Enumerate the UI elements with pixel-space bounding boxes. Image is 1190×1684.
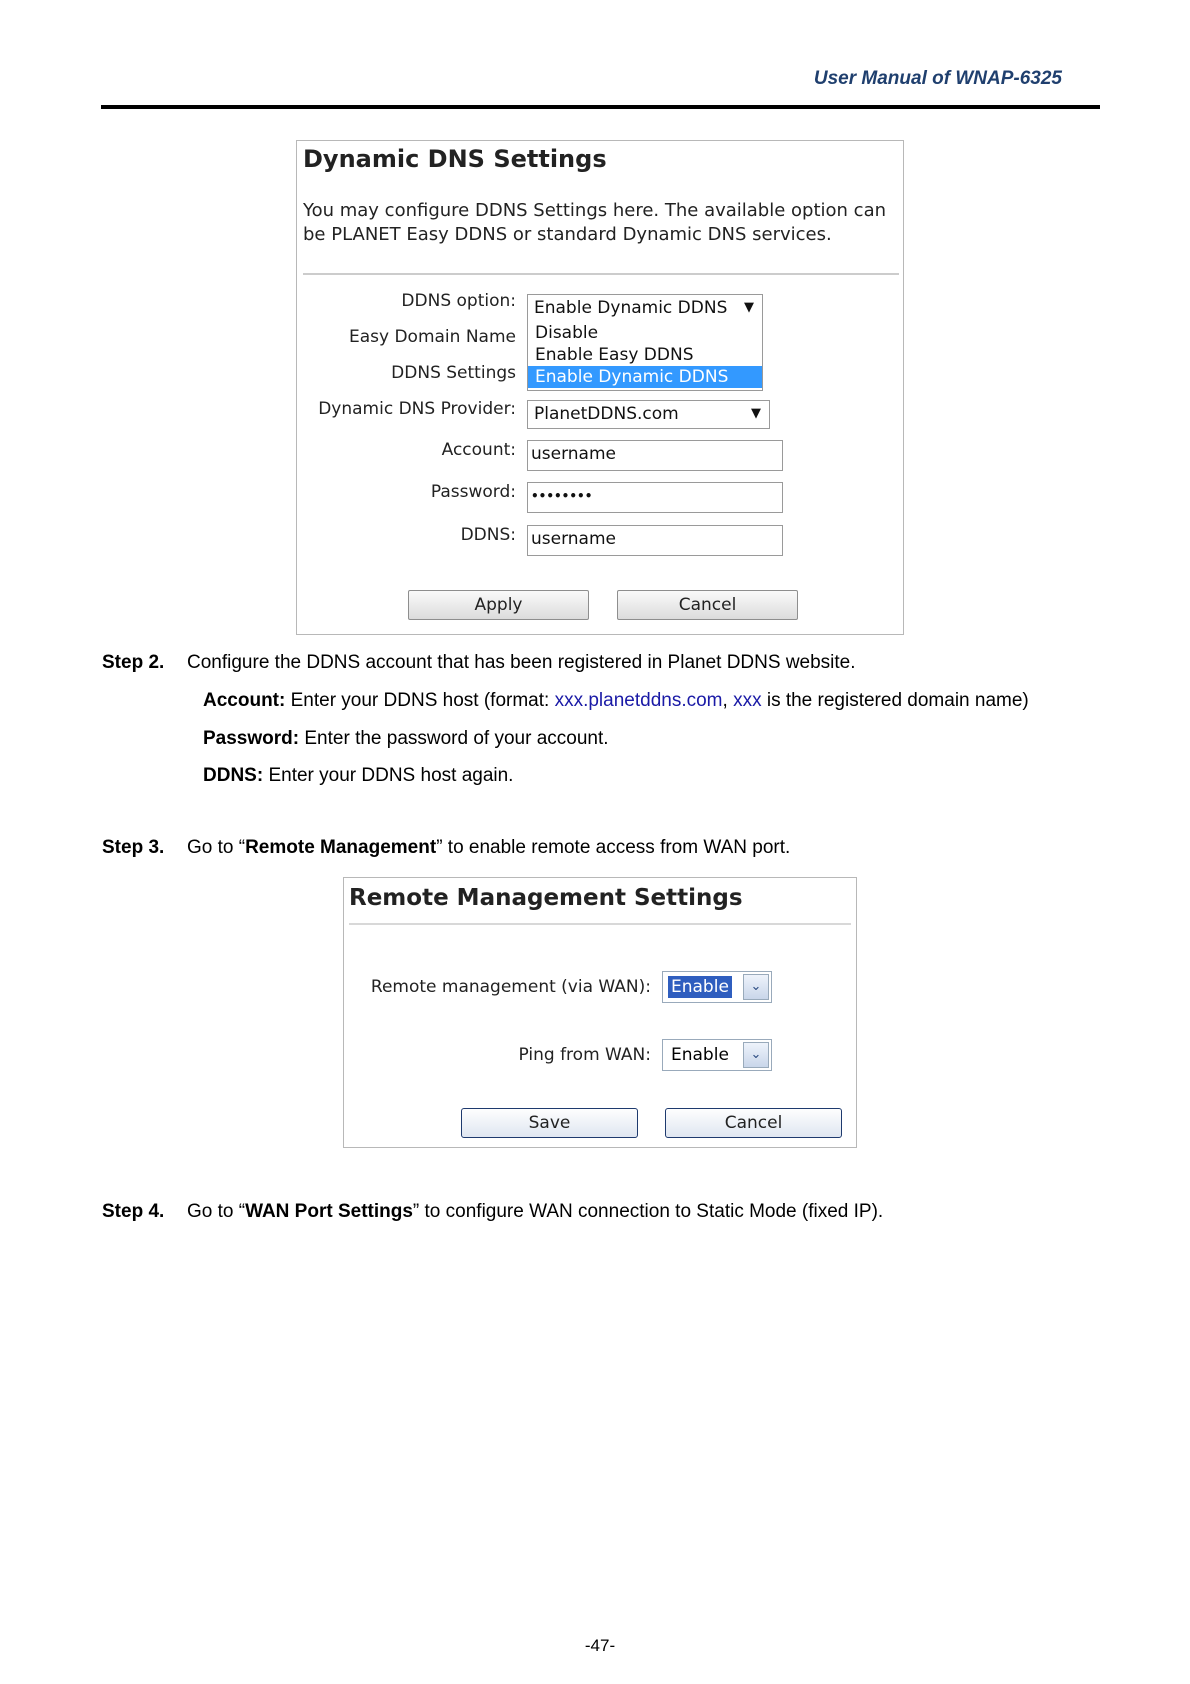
step3-line: [102, 836, 791, 860]
ddns-panel-title: Dynamic DNS Settings: [303, 145, 607, 173]
step3-bold: Remote Management: [245, 837, 437, 858]
password-input[interactable]: ••••••••: [527, 482, 783, 513]
provider-select[interactable]: [527, 400, 770, 429]
account-text-a: Enter your DDNS host (format:: [285, 690, 555, 711]
step4-text: [187, 1200, 883, 1224]
password-label: Password:: [430, 482, 516, 502]
step2-account-line: [203, 689, 1029, 713]
remote-management-label: Remote management (via WAN):: [370, 977, 651, 997]
step2-line: [102, 651, 856, 675]
ddns-term: DDNS:: [203, 765, 264, 786]
remote-management-screenshot: [343, 877, 857, 1148]
provider-value: PlanetDDNS.com: [534, 404, 679, 424]
ddns-label: DDNS:: [460, 525, 516, 545]
save-button[interactable]: Save: [461, 1108, 638, 1138]
ddns-settings-label: DDNS Settings: [391, 363, 516, 383]
account-label: Account:: [441, 440, 516, 460]
ddns-text: Enter your DDNS host again.: [263, 765, 514, 786]
password-term: Password:: [203, 728, 300, 749]
step2-label: Step 2.: [102, 652, 165, 673]
account-xxx-link[interactable]: xxx: [733, 690, 762, 711]
account-text-c: is the registered domain name): [761, 690, 1029, 711]
step3-text-b: ” to enable remote access from WAN port.: [436, 837, 791, 858]
ping-from-wan-label: Ping from WAN:: [518, 1045, 651, 1065]
step2-text: Configure the DDNS account that has been registered in Planet DDNS website.: [187, 652, 856, 673]
account-term: Account:: [203, 690, 286, 711]
ddns-option-label: DDNS option:: [401, 291, 516, 311]
ddns-panel-description: You may configure DDNS Settings here. The available option can be PLANET Easy DDNS or standard Dynamic DNS services.: [303, 200, 887, 245]
step3-label: Step 3.: [102, 837, 165, 858]
step2-password-line: [203, 727, 609, 751]
ddns-divider: [303, 273, 899, 275]
ddns-option-list: [527, 322, 763, 391]
page-number: -47-: [584, 1636, 616, 1655]
password-text: Enter the password of your account.: [299, 728, 609, 749]
dropdown-arrow-icon: ▼: [751, 406, 761, 421]
step4-text-a: Go to “: [187, 1201, 246, 1222]
chevron-down-icon[interactable]: ⌄: [743, 974, 769, 1000]
provider-label: Dynamic DNS Provider:: [318, 399, 516, 419]
ping-from-wan-select[interactable]: [662, 1039, 772, 1071]
manual-header-title: User Manual of WNAP-6325: [813, 68, 1062, 89]
ddns-option-dynamic[interactable]: Enable Dynamic DDNS: [528, 366, 762, 388]
step4-label: Step 4.: [102, 1201, 165, 1222]
remote-divider: [349, 923, 851, 925]
step4-line: [102, 1200, 884, 1224]
dropdown-arrow-icon: ▼: [744, 300, 754, 315]
ddns-option-easy[interactable]: Enable Easy DDNS: [535, 345, 694, 365]
remote-panel-title: Remote Management Settings: [349, 885, 743, 911]
account-text-b: ,: [722, 690, 734, 711]
remote-management-value: Enable: [668, 976, 732, 998]
chevron-down-icon[interactable]: ⌄: [743, 1042, 769, 1068]
ddns-option-value: Enable Dynamic DDNS: [534, 298, 728, 318]
header-rule: [101, 105, 1100, 109]
step4-text-b: ” to configure WAN connection to Static Mode (fixed IP).: [412, 1201, 884, 1222]
ddns-host-input[interactable]: username: [527, 525, 783, 556]
step3-text-a: Go to “: [187, 837, 246, 858]
cancel-button[interactable]: Cancel: [665, 1108, 842, 1138]
apply-button[interactable]: Apply: [408, 590, 589, 620]
account-format-link[interactable]: xxx.planetddns.com: [554, 690, 723, 711]
ping-from-wan-value: Enable: [671, 1045, 729, 1065]
step3-text: [187, 836, 790, 860]
step2-ddns-line: [203, 764, 513, 788]
remote-management-select[interactable]: [662, 971, 772, 1003]
ddns-option-disable[interactable]: Disable: [535, 323, 599, 343]
account-input[interactable]: username: [527, 440, 783, 471]
ddns-option-select[interactable]: [527, 294, 763, 323]
step4-bold: WAN Port Settings: [245, 1201, 413, 1222]
cancel-button[interactable]: Cancel: [617, 590, 798, 620]
easy-domain-label: Easy Domain Name: [348, 327, 516, 347]
ddns-settings-screenshot: [296, 140, 904, 635]
